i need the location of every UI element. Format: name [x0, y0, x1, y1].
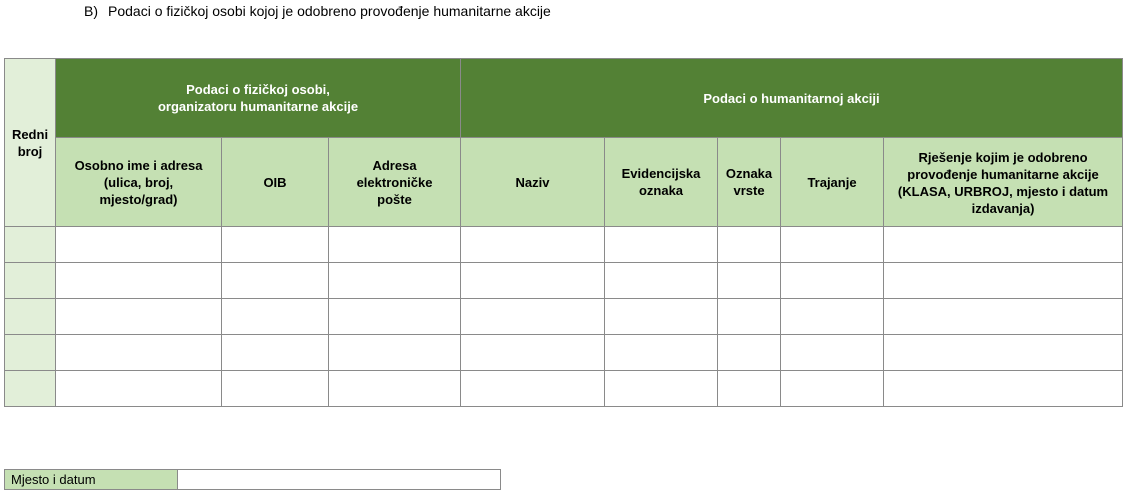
rjesenje-cell[interactable]: [884, 299, 1123, 335]
place-date-label: Mjesto i datum: [5, 470, 178, 490]
oznaka-vrste-cell[interactable]: [718, 335, 781, 371]
section-heading: [84, 2, 551, 20]
email-cell[interactable]: [329, 371, 461, 407]
naziv-cell[interactable]: [461, 263, 605, 299]
table-row: [5, 371, 1123, 407]
row-number-cell[interactable]: [5, 227, 56, 263]
name-address-cell[interactable]: [56, 335, 222, 371]
name-address-cell[interactable]: [56, 227, 222, 263]
oib-cell[interactable]: [222, 299, 329, 335]
name-address-cell[interactable]: [56, 263, 222, 299]
rjesenje-cell[interactable]: [884, 227, 1123, 263]
trajanje-cell[interactable]: [781, 299, 884, 335]
trajanje-cell[interactable]: [781, 371, 884, 407]
table-row: [5, 263, 1123, 299]
table-row: [5, 335, 1123, 371]
rjesenje-cell[interactable]: [884, 263, 1123, 299]
header-group-person: Podaci o fizičkoj osobi, organizatoru humanitarne akcije: [56, 59, 461, 138]
place-date-table: [4, 469, 501, 490]
oznaka-vrste-cell[interactable]: [718, 227, 781, 263]
email-cell[interactable]: [329, 227, 461, 263]
section-letter: B): [84, 3, 98, 19]
header-email: Adresa elektroničke pošte: [329, 138, 461, 227]
header-name-address: Osobno ime i adresa (ulica, broj, mjesto/grad): [56, 138, 222, 227]
oznaka-vrste-cell[interactable]: [718, 299, 781, 335]
trajanje-cell[interactable]: [781, 263, 884, 299]
oznaka-vrste-cell[interactable]: [718, 371, 781, 407]
table-row: [5, 299, 1123, 335]
naziv-cell[interactable]: [461, 299, 605, 335]
row-number-cell[interactable]: [5, 371, 56, 407]
email-cell[interactable]: [329, 263, 461, 299]
rjesenje-cell[interactable]: [884, 335, 1123, 371]
trajanje-cell[interactable]: [781, 227, 884, 263]
row-number-cell[interactable]: [5, 299, 56, 335]
evidencijska-oznaka-cell[interactable]: [605, 263, 718, 299]
oib-cell[interactable]: [222, 335, 329, 371]
trajanje-cell[interactable]: [781, 335, 884, 371]
naziv-cell[interactable]: [461, 371, 605, 407]
email-cell[interactable]: [329, 335, 461, 371]
place-date-field[interactable]: [178, 470, 501, 490]
row-number-cell[interactable]: [5, 263, 56, 299]
section-title: Podaci o fizičkoj osobi kojoj je odobreno provođenje humanitarne akcije: [108, 3, 551, 19]
table-body: [5, 227, 1123, 407]
header-trajanje: Trajanje: [781, 138, 884, 227]
header-evidencijska-oznaka: Evidencijska oznaka: [605, 138, 718, 227]
header-rjesenje: Rješenje kojim je odobreno provođenje humanitarne akcije (KLASA, URBROJ, mjesto i datum izdavanja): [884, 138, 1123, 227]
email-cell[interactable]: [329, 299, 461, 335]
humanitarian-action-table: [4, 58, 1123, 407]
oznaka-vrste-cell[interactable]: [718, 263, 781, 299]
oib-cell[interactable]: [222, 227, 329, 263]
oib-cell[interactable]: [222, 263, 329, 299]
row-number-cell[interactable]: [5, 335, 56, 371]
header-oib: OIB: [222, 138, 329, 227]
oib-cell[interactable]: [222, 371, 329, 407]
table-row: [5, 227, 1123, 263]
naziv-cell[interactable]: [461, 335, 605, 371]
header-redni-broj: Redni broj: [5, 59, 56, 227]
evidencijska-oznaka-cell[interactable]: [605, 371, 718, 407]
evidencijska-oznaka-cell[interactable]: [605, 299, 718, 335]
naziv-cell[interactable]: [461, 227, 605, 263]
header-naziv: Naziv: [461, 138, 605, 227]
header-group-action: Podaci o humanitarnoj akciji: [461, 59, 1123, 138]
name-address-cell[interactable]: [56, 371, 222, 407]
evidencijska-oznaka-cell[interactable]: [605, 227, 718, 263]
name-address-cell[interactable]: [56, 299, 222, 335]
evidencijska-oznaka-cell[interactable]: [605, 335, 718, 371]
rjesenje-cell[interactable]: [884, 371, 1123, 407]
header-oznaka-vrste: Oznaka vrste: [718, 138, 781, 227]
